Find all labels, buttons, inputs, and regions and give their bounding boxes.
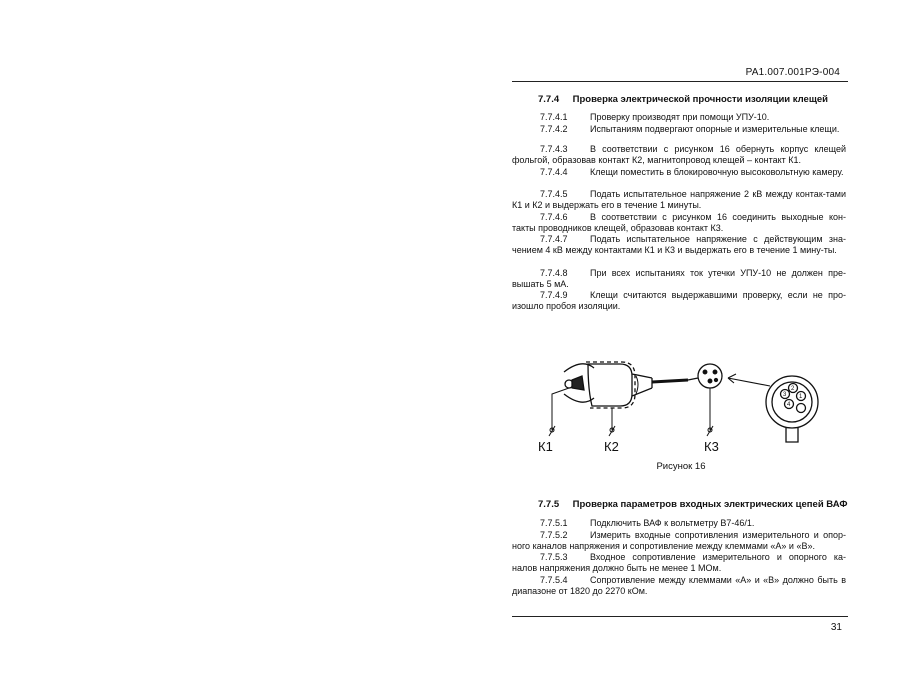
pin-label-3: 3 — [783, 392, 787, 398]
paragraph-7-7-5-4 — [512, 575, 846, 597]
paragraph-7-7-4-5 — [512, 189, 846, 211]
item-number: 7.7.4.4 — [540, 167, 568, 177]
document-code: РА1.007.001РЭ-004 — [745, 67, 840, 78]
paragraph-7-7-4-4 — [512, 167, 846, 178]
clamp-meter-drawing — [564, 362, 698, 408]
paragraph-7-7-4-7 — [512, 234, 846, 256]
paragraph-7-7-5-2 — [512, 530, 846, 552]
item-number: 7.7.4.9 — [540, 290, 568, 300]
figure-caption: Рисунок 16 — [656, 461, 706, 472]
item-number: 7.7.4.7 — [540, 234, 568, 244]
pin-label-4: 4 — [787, 402, 791, 408]
paragraph-7-7-4-3 — [512, 144, 846, 166]
header-rule — [512, 81, 848, 82]
item-number: 7.7.4.6 — [540, 212, 568, 222]
item-text: Измерить входные сопротивления измерительного и опор-ного каналов напряжения и сопротивление между клеммами «А» и «В». — [512, 530, 846, 551]
item-text: Проверку производят при помощи УПУ-10. — [590, 112, 770, 122]
plug-connector — [698, 364, 722, 388]
label-k3: К3 — [704, 439, 719, 454]
paragraph-7-7-5-1 — [512, 518, 846, 529]
section-number: 7.7.4 — [538, 94, 560, 105]
item-text: При всех испытаниях ток утечки УПУ-10 не должен пре-вышать 5 мА. — [512, 268, 846, 289]
section-title: Проверка параметров входных электрических цепей ВАФ — [572, 499, 848, 510]
label-k2: К2 — [604, 439, 619, 454]
item-text: В соответствии с рисунком 16 обернуть корпус клещей фольгой, образовав контакт К2, магнитопровод клещей – контакт К1. — [512, 144, 846, 165]
footer-rule — [512, 616, 848, 617]
item-number: 7.7.5.4 — [540, 575, 568, 585]
document-page — [512, 0, 848, 684]
item-number: 7.7.4.1 — [540, 112, 568, 122]
pin-label-1: 1 — [799, 394, 803, 400]
item-number: 7.7.4.8 — [540, 268, 568, 278]
arrow — [728, 374, 770, 386]
paragraph-7-7-4-8 — [512, 268, 846, 290]
lead-wires — [549, 388, 713, 436]
item-text: Входное сопротивление измерительного и опорного ка-налов напряжения должно быть не менее 1 МОм. — [512, 552, 846, 573]
item-number: 7.7.5.1 — [540, 518, 568, 528]
item-number: 7.7.4.3 — [540, 144, 568, 154]
item-text: Сопротивление между клеммами «А» и «В» должно быть в диапазоне от 1820 до 2270 кОм. — [512, 575, 846, 596]
item-text: Подключить ВАФ к вольтметру В7-46/1. — [590, 518, 755, 528]
section-heading-7-7-5 — [538, 499, 848, 510]
item-text: Клещи поместить в блокировочную высоковольтную камеру. — [590, 167, 844, 177]
item-text: Испытаниям подвергают опорные и измерительные клещи. — [590, 124, 840, 134]
item-number: 7.7.4.5 — [540, 189, 568, 199]
section-number: 7.7.5 — [538, 499, 560, 510]
paragraph-7-7-4-1 — [512, 112, 846, 123]
pin-label-2: 2 — [791, 386, 795, 392]
item-number: 7.7.5.3 — [540, 552, 568, 562]
figure-16-diagram — [512, 350, 850, 460]
item-number: 7.7.5.2 — [540, 530, 568, 540]
section-heading-7-7-4 — [538, 94, 848, 105]
item-number: 7.7.4.2 — [540, 124, 568, 134]
section-title: Проверка электрической прочности изоляции клещей — [572, 94, 828, 105]
page-number: 31 — [830, 622, 842, 633]
label-k1: К1 — [538, 439, 553, 454]
item-text: Клещи считаются выдержавшими проверку, если не про-изошло пробоя изоляции. — [512, 290, 846, 311]
item-text: Подать испытательное напряжение с действующим зна-чением 4 кВ между контактами К1 и К3 и выдержать его в течение 1 мину-ты. — [512, 234, 846, 255]
item-text: Подать испытательное напряжение 2 кВ между контак-тами К1 и К2 и выдержать его в течение 1 минуты. — [512, 189, 846, 210]
paragraph-7-7-4-2 — [512, 124, 846, 135]
paragraph-7-7-4-6 — [512, 212, 846, 234]
paragraph-7-7-5-3 — [512, 552, 846, 574]
paragraph-7-7-4-9 — [512, 290, 846, 312]
item-text: В соответствии с рисунком 16 соединить выходные кон-такты проводников клещей, образовав контакт К3. — [512, 212, 846, 233]
